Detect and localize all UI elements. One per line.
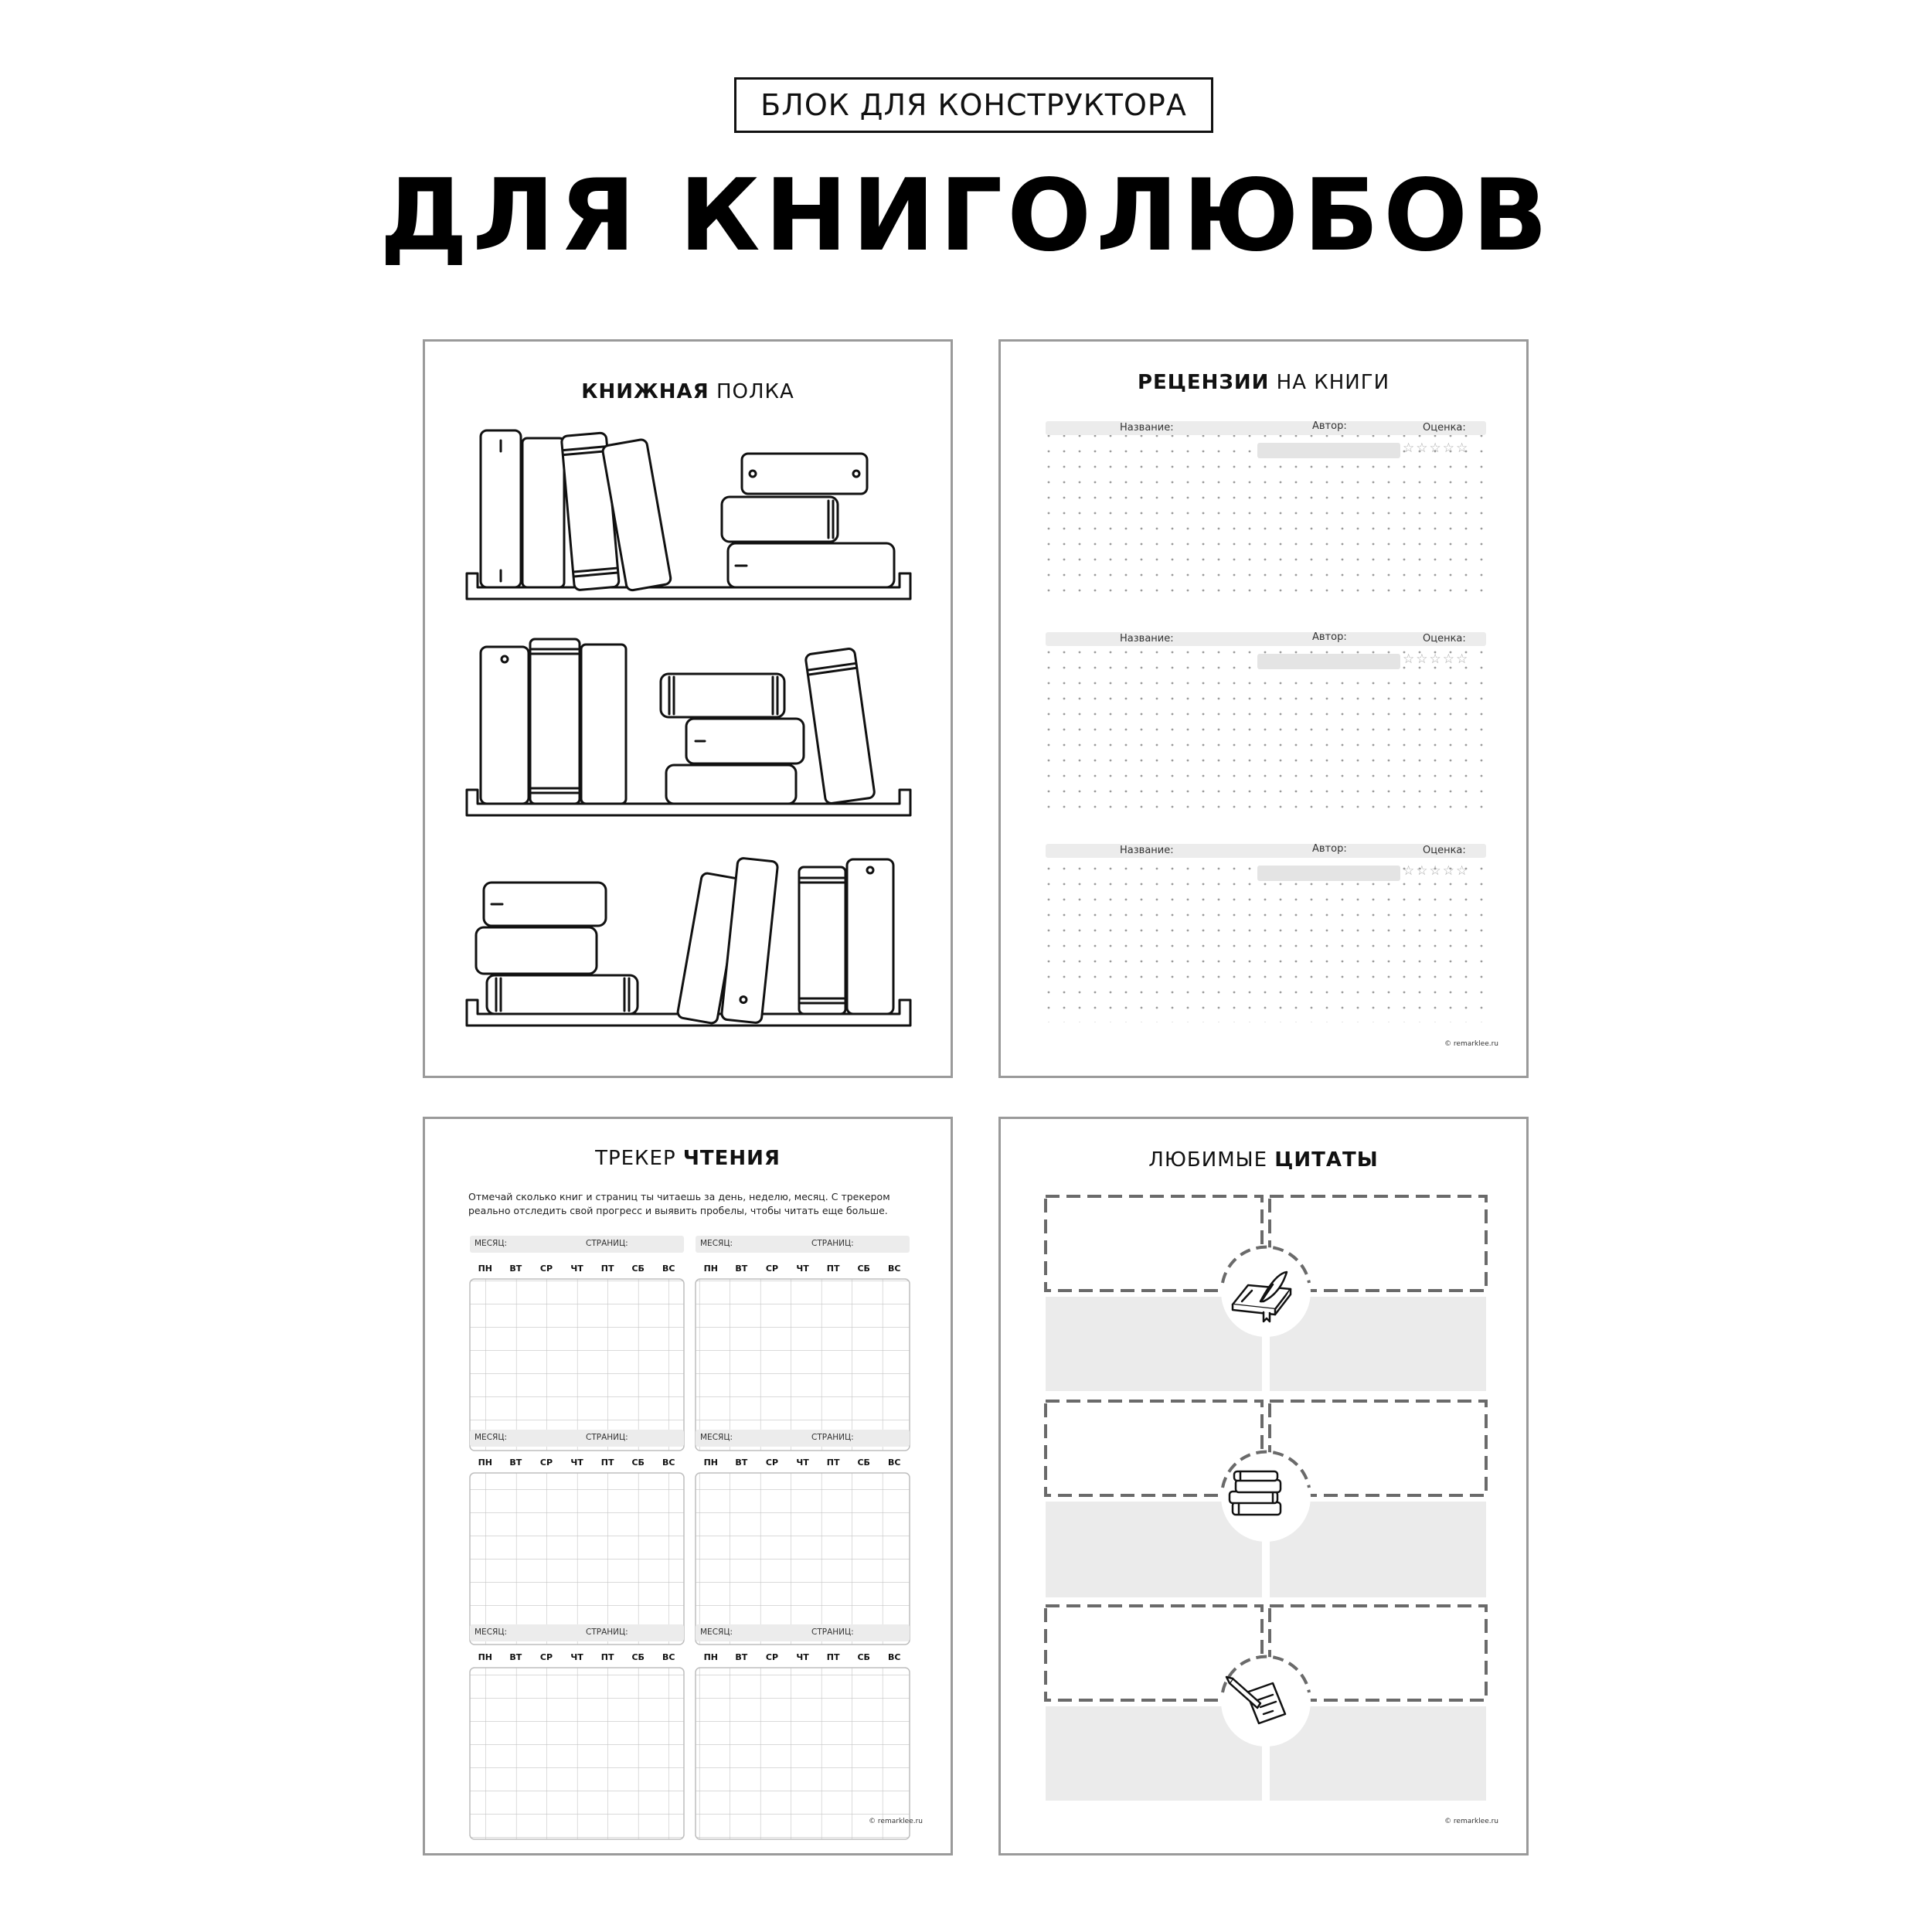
quotes-sheet bbox=[998, 1117, 1529, 1855]
weekday-row: ПН ВТ СР ЧТ ПТ СБ ВС bbox=[703, 1458, 901, 1468]
author-field[interactable] bbox=[1257, 443, 1400, 458]
tracker-month-header: МЕСЯЦ: СТРАНИЦ: bbox=[470, 1236, 684, 1253]
shelf-3 bbox=[467, 858, 910, 1026]
rating-label: Оценка: bbox=[1423, 422, 1466, 434]
weekday-row: ПН ВТ СР ЧТ ПТ СБ ВС bbox=[703, 1264, 901, 1274]
author-field[interactable] bbox=[1257, 654, 1400, 669]
author-label: Автор: bbox=[1312, 843, 1347, 855]
copyright: © remarklee.ru bbox=[1444, 1040, 1498, 1048]
rating-label: Оценка: bbox=[1423, 633, 1466, 645]
reviews-title: РЕЦЕНЗИИ НА КНИГИ bbox=[1137, 371, 1390, 394]
author-label: Автор: bbox=[1312, 631, 1347, 643]
tracker-month-header: МЕСЯЦ: СТРАНИЦ: bbox=[696, 1236, 910, 1253]
tracker-month-header: МЕСЯЦ: СТРАНИЦ: bbox=[696, 1624, 910, 1641]
tracker-title: ТРЕКЕР ЧТЕНИЯ bbox=[595, 1147, 781, 1170]
copyright: © remarklee.ru bbox=[869, 1818, 923, 1825]
weekday-row: ПН ВТ СР ЧТ ПТ СБ ВС bbox=[478, 1264, 675, 1274]
tracker-month-header: МЕСЯЦ: СТРАНИЦ: bbox=[470, 1624, 684, 1641]
reviews-sheet bbox=[998, 339, 1529, 1078]
rating-stars[interactable]: ☆☆☆☆☆ bbox=[1403, 440, 1470, 456]
header-badge: БЛОК ДЛЯ КОНСТРУКТОРА bbox=[734, 77, 1213, 133]
bookshelf-illustration bbox=[425, 342, 955, 1080]
rating-label: Оценка: bbox=[1423, 845, 1466, 856]
book-stack-icon bbox=[1230, 1471, 1281, 1515]
shelf-2 bbox=[467, 639, 910, 815]
author-field[interactable] bbox=[1257, 866, 1400, 881]
bookshelf-sheet bbox=[423, 339, 953, 1078]
name-label: Название: bbox=[1120, 633, 1174, 645]
bookshelf-title: КНИЖНАЯ ПОЛКА bbox=[581, 380, 794, 403]
name-label: Название: bbox=[1120, 845, 1174, 856]
rating-stars[interactable]: ☆☆☆☆☆ bbox=[1403, 863, 1470, 879]
weekday-row: ПН ВТ СР ЧТ ПТ СБ ВС bbox=[478, 1458, 675, 1468]
shelf-1 bbox=[467, 430, 910, 599]
tracker-month-header: МЕСЯЦ: СТРАНИЦ: bbox=[470, 1430, 684, 1447]
quotes-title: ЛЮБИМЫЕ ЦИТАТЫ bbox=[1148, 1148, 1379, 1172]
rating-stars[interactable]: ☆☆☆☆☆ bbox=[1403, 651, 1470, 667]
page-title: ДЛЯ КНИГОЛЮБОВ bbox=[379, 158, 1553, 274]
tracker-grids bbox=[425, 1119, 955, 1858]
tracker-sheet bbox=[423, 1117, 953, 1855]
quotes-frames bbox=[1001, 1119, 1531, 1858]
weekday-row: ПН ВТ СР ЧТ ПТ СБ ВС bbox=[703, 1652, 901, 1662]
copyright: © remarklee.ru bbox=[1444, 1818, 1498, 1825]
name-label: Название: bbox=[1120, 422, 1174, 434]
author-label: Автор: bbox=[1312, 420, 1347, 432]
weekday-row: ПН ВТ СР ЧТ ПТ СБ ВС bbox=[478, 1652, 675, 1662]
tracker-description: Отмечай сколько книг и страниц ты читаешь за день, неделю, месяц. С трекером реально отследить свой прогресс и выявить пробелы, чтобы читать еще больше. bbox=[468, 1191, 890, 1216]
tracker-month-header: МЕСЯЦ: СТРАНИЦ: bbox=[696, 1430, 910, 1447]
